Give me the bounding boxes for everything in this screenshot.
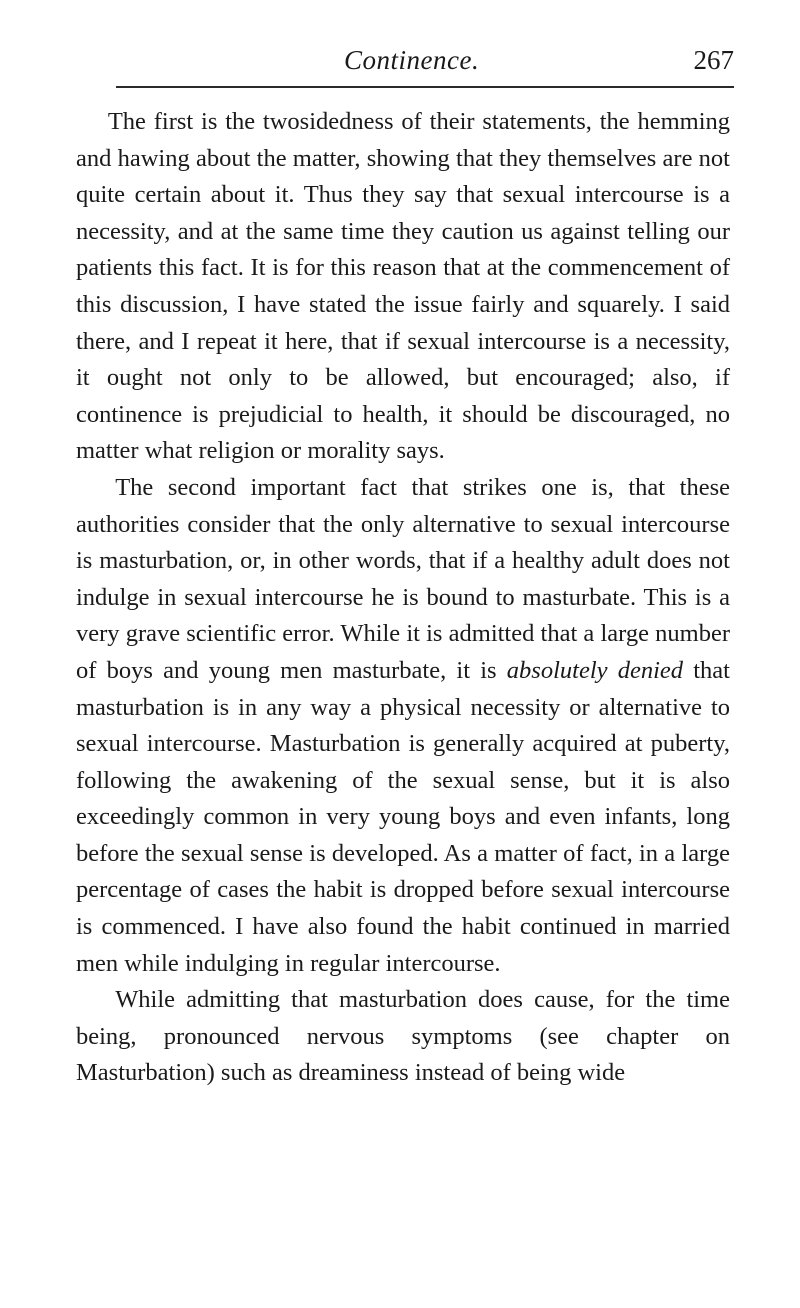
paragraph-2-lead: The second important fact that strikes one is, that these authorities consider that the only alternative to sexual intercourse is masturbation, or, in other words, that if a healthy adult does not indulge in sexual intercourse he is bound to masturbate. This is a very grave scientific error. While it is admitted that a large number of boys and young men masturbate, it is (76, 473, 730, 684)
header-rule (116, 86, 734, 88)
page-number: 267 (693, 45, 734, 75)
paragraph-2 (76, 470, 730, 982)
emphasis-absolutely-denied: absolutely denied (506, 656, 684, 684)
paragraph-3: While admitting that masturbation does cause, for the time being, pronounced nervous symptoms (see chapter on Masturbation) such as dreaminess instead of being wide (76, 986, 730, 1087)
running-head (0, 40, 800, 80)
paragraph-2-rest: that masturbation is in any way a physical necessity or alternative to sexual intercourse. Masturbation is generally acquired at puberty, following the awakening of the sexual sense, but it is also exceedingly common in very young boys and even infants, long before the sexual sense is developed. As a matter of fact, in a large percentage of cases the habit is dropped before sexual intercourse is commenced. I have also found the habit continued in married men while indulging in regular intercourse. (76, 656, 730, 977)
paragraph-1: The first is the twosidedness of their statements, the hemming and hawing about the matter, showing that they themselves are not quite certain about it. Thus they say that sexual intercourse is a necessity, and at the same time they caution us against telling our patients this fact. It is for this reason that at the commencement of this discussion, I have stated the issue fairly and squarely. I said there, and I repeat it here, that if sexual intercourse is a necessity, it ought not only to be allowed, but encouraged; also, if continence is prejudicial to health, it should be discouraged, no matter what religion or morality says. (76, 108, 730, 465)
body-text (76, 104, 730, 1092)
running-title: Continence. (344, 45, 480, 75)
